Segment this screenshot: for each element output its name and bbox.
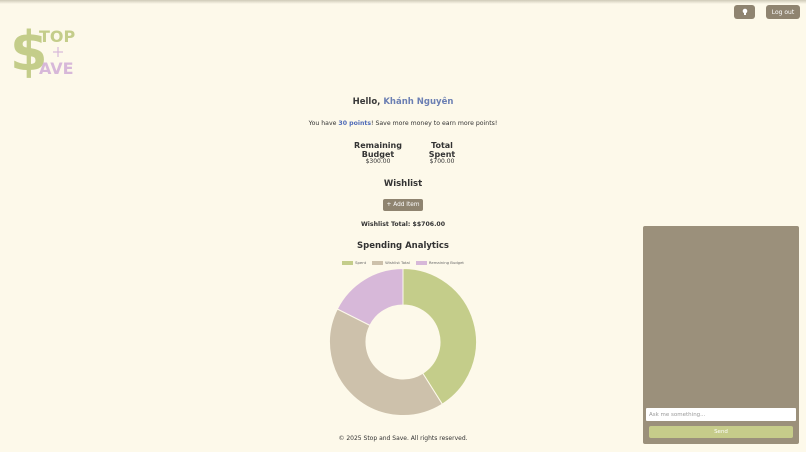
spending-doughnut-chart — [325, 265, 481, 419]
points-message — [0, 120, 806, 127]
legend-label: Remaining Budget — [428, 260, 464, 265]
legend-label: Spent — [355, 260, 367, 265]
chart-slice-wishlist-total[interactable] — [330, 309, 443, 416]
points-suffix: ! Save more money to earn more points! — [371, 120, 498, 127]
svg-text:AVE: AVE — [39, 59, 74, 78]
footer-text: © 2025 Stop and Save. All rights reserved. — [338, 435, 468, 442]
lightbulb-button[interactable] — [734, 5, 755, 19]
svg-text:$: $ — [10, 22, 48, 78]
user-name: Khánh Nguyên — [383, 97, 454, 107]
greeting-prefix: Hello, — [352, 97, 384, 107]
legend-swatch — [342, 261, 353, 265]
wishlist-title: Wishlist — [383, 179, 423, 189]
logout-button[interactable]: Log out — [766, 5, 800, 19]
lightbulb-icon — [742, 8, 748, 16]
points-prefix: You have — [308, 120, 339, 127]
send-button[interactable]: Send — [649, 426, 793, 438]
legend-label: Wishlist Total — [385, 260, 410, 265]
wishlist-total: Wishlist Total: $$706.00 — [360, 221, 446, 228]
greeting-heading — [0, 97, 806, 107]
legend-swatch — [372, 261, 383, 265]
total-spent-label: Total Spent — [428, 141, 456, 159]
legend-swatch — [416, 261, 427, 265]
chat-input[interactable]: Ask me something... — [646, 408, 796, 421]
svg-text:TOP: TOP — [39, 27, 76, 46]
top-shadow — [0, 0, 806, 4]
remaining-budget-value: $300.00 — [365, 158, 391, 165]
analytics-title: Spending Analytics — [356, 241, 449, 251]
points-value: 30 points — [338, 120, 372, 127]
total-spent-value: $700.00 — [429, 158, 455, 165]
chat-panel — [643, 226, 799, 444]
logo — [10, 22, 80, 78]
add-item-button[interactable]: + Add Item — [383, 199, 423, 211]
remaining-budget-label: Remaining Budget — [354, 141, 402, 159]
